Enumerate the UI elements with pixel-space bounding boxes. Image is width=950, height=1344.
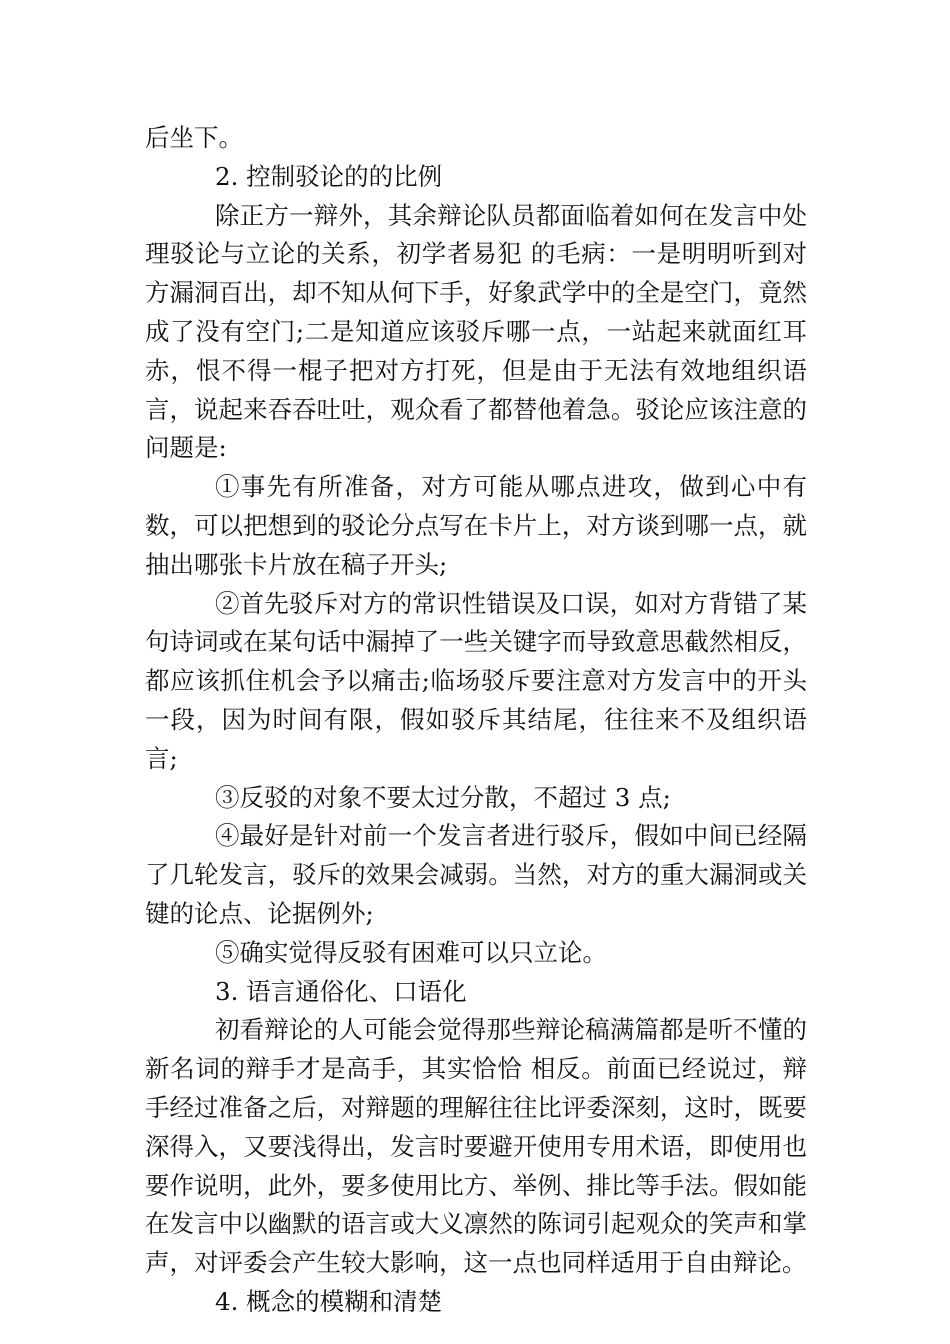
- list-item-2: ②首先驳斥对方的常识性错误及口误，如对方背错了某句诗词或在某句话中漏掉了一些关键字而导致意思截然相反，都应该抓住机会予以痛击;临场驳斥要注意对方发言中的开头一段，因为时间有限，假如驳斥其结尾，往往来不及组织语言;: [145, 588, 807, 773]
- section-heading-3: 3. 语言通俗化、口语化: [215, 976, 467, 1006]
- paragraph: 除正方一辩外，其余辩论队员都面临着如何在发言中处理驳论与立论的关系，初学者易犯 的毛病：一是明明听到对方漏洞百出，却不知从何下手，好象武学中的全是空门，竟然成了没有空门;二是知道应该驳斥哪一点，一站起来就面红耳赤，恨不得一棍子把对方打死，但是由于无法有效地组织语言，说起来吞吞吐吐，观众看了都替他着急。驳论应该注意的问题是:: [145, 200, 807, 463]
- list-item-5: ⑤确实觉得反驳有困难可以只立论。: [215, 937, 607, 967]
- list-item-4: ④最好是针对前一个发言者进行驳斥，假如中间已经隔了几轮发言，驳斥的效果会减弱。当然，对方的重大漏洞或关键的论点、论据例外;: [145, 821, 807, 928]
- document-page: [145, 119, 807, 1322]
- section-heading-4: 4. 概念的模糊和清楚: [215, 1286, 443, 1316]
- paragraph: 初看辩论的人可能会觉得那些辩论稿满篇都是听不懂的新名词的辩手才是高手，其实恰恰 相反。前面已经说过，辩手经过准备之后，对辩题的理解往往比评委深刻，这时，既要深得入，又要浅得出，发言时要避开使用专用术语，即使用也要作说明，此外，要多使用比方、举例、排比等手法。假如能在发言中以幽默的语言或大义凛然的陈词引起观众的笑声和掌声，对评委会产生较大影响，这一点也同样适用于自由辩论。: [145, 1015, 807, 1278]
- list-item-3: ③反驳的对象不要太过分散，不超过 3 点;: [215, 782, 671, 812]
- list-item-1: ①事先有所准备，对方可能从哪点进攻，做到心中有数，可以把想到的驳论分点写在卡片上，对方谈到哪一点，就抽出哪张卡片放在稿子开头;: [145, 472, 807, 579]
- paragraph-continuation: 后坐下。: [145, 123, 243, 152]
- section-heading-2: 2. 控制驳论的的比例: [215, 161, 443, 191]
